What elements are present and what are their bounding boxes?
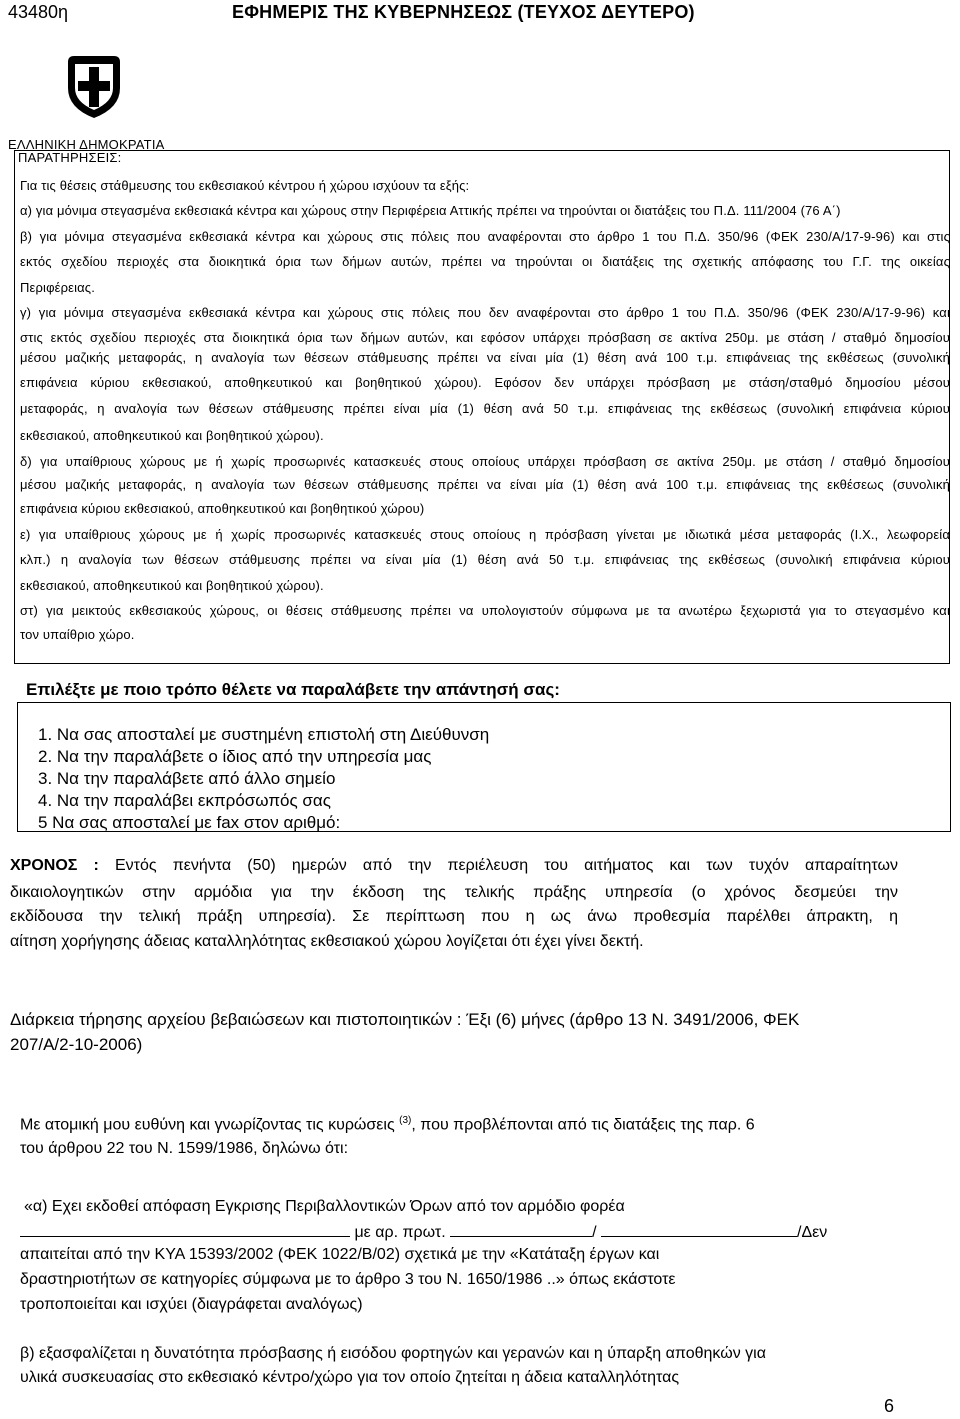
declaration-line: του άρθρου 22 του Ν. 1599/1986, δηλώνω ότι: — [20, 1140, 349, 1157]
observation-line: β) για μόνιμα στεγασμένα εκθεσιακά κέντρα και χώρους στις πόλεις που αναφέρονται στο άρθρο 1 του Π.Δ. 350/96 (ΦΕΚ 230/Α/17-9-96) και στις — [20, 229, 950, 244]
footnote-ref: (3) — [399, 1115, 412, 1126]
observation-line: επιφάνεια κύριου εκθεσιακού, αποθηκευτικού και βοηθητικού χώρου) — [20, 501, 425, 516]
observation-line: Για τις θέσεις στάθμευσης του εκθεσιακού κέντρου ή χώρου ισχύουν τα εξής: — [20, 178, 470, 193]
observation-line: επιφάνεια κύριου εκθεσιακού, αποθηκευτικού και βοηθητικού χώρου). Εφόσον δεν υπάρχει πρόσβαση με στάση/σταθμό δημοσίου μέσου — [20, 375, 950, 390]
protocol-date-field[interactable] — [601, 1222, 797, 1237]
time-limit-line: αίτηση χορήγησης άδειας καταλληλότητας εκθεσιακού χώρου λογίζεται ότι έχει γίνει δεκτή. — [10, 933, 644, 950]
protocol-label: με αρ. πρωτ. — [354, 1224, 446, 1241]
republic-label: ΕΛΛΗΝΙΚΗ ΔΗΜΟΚΡΑΤΙΑ — [8, 137, 165, 152]
observation-line: κλπ.) η αναλογία των θέσεων στάθμευσης πρέπει να είναι μία (1) θέση ανά 50 τ.μ. επιφάνειας της εκθέσεως (συνολική επιφάνεια κύριου — [20, 552, 950, 567]
issuer-blank-field[interactable] — [20, 1222, 350, 1237]
clause-a-line: δραστηριοτήτων σε κατηγορίες σύμφωνα με το άρθρο 3 του Ν. 1650/1986 ..» όπως εκάστοτε — [20, 1271, 676, 1288]
page-number: 6 — [884, 1396, 895, 1416]
observation-line: εκθεσιακού, αποθηκευτικού και βοηθητικού χώρου). — [20, 578, 324, 593]
time-limit-line: εκδίδουσα την τελική πράξη υπηρεσία). Σε περίπτωση που η ως άνω προθεσμία παρέλθει άπρακτη, η — [10, 908, 898, 925]
delivery-option[interactable]: 2. Να την παραλάβετε ο ίδιος από την υπηρεσία μας — [38, 747, 432, 766]
delivery-option[interactable]: 4. Να την παραλάβει εκπρόσωπός σας — [38, 791, 331, 810]
observation-line: α) για μόνιμα στεγασμένα εκθεσιακά κέντρα και χώρους στην Περιφέρεια Αττικής πρέπει να τηρούνται οι διατάξεις του Π.Δ. 111/2004 (76 Α΄) — [20, 203, 841, 218]
separator: / — [592, 1224, 597, 1241]
delivery-method-title: Επιλέξτε με ποιο τρόπο θέλετε να παραλάβετε την απάντησή σας: — [26, 680, 560, 699]
observation-line: εκθεσιακού, αποθηκευτικού και βοηθητικού χώρου). — [20, 428, 324, 443]
observation-line: ε) για υπαίθριους χώρους με ή χωρίς προσωρινές κατασκευές στους οποίους η πρόσβαση γίνεται με ιδιωτικά μέσα μεταφοράς (Ι.Χ., λεωφορεία — [20, 527, 950, 542]
clause-a-line: τροποποιείται και ισχύει (διαγράφεται αναλόγως) — [20, 1296, 363, 1313]
declaration-text: Με ατομική μου ευθύνη και γνωρίζοντας τις κυρώσεις — [20, 1116, 395, 1134]
clause-a-end: /Δεν — [797, 1224, 828, 1241]
greek-coat-of-arms-icon — [64, 52, 124, 122]
observation-line: εκτός σχεδίου περιοχές στα διοικητικά όρια των δήμων αυτών, πρέπει να τηρούνται οι διατάξεις της σχετικής απόφασης του Γ.Γ. της οικείας — [20, 254, 950, 269]
observation-line: στις εκτός σχεδίου περιοχές στα διοικητικά όρια των δήμων αυτών, και εφόσον υπάρχει πρόσβαση σε ακτίνα 250μ. με στάση / σταθμό δημοσίου — [20, 330, 950, 345]
gazette-title: ΕΦΗΜΕΡΙΣ ΤΗΣ ΚΥΒΕΡΝΗΣΕΩΣ (ΤΕΥΧΟΣ ΔΕΥΤΕΡΟ) — [232, 2, 695, 22]
declaration-line — [20, 1115, 890, 1134]
retention-line: 207/Α/2-10-2006) — [10, 1035, 143, 1054]
clause-b-line: υλικά συσκευασίας στο εκθεσιακό κέντρο/χώρο για τον οποίο ζητείται η άδεια καταλληλότητας — [20, 1369, 680, 1386]
protocol-number-field[interactable] — [450, 1222, 592, 1237]
clause-a-line: απαιτείται από την ΚΥΑ 15393/2002 (ΦΕΚ 1022/Β/02) σχετικά με την «Κατάταξη έργων και — [20, 1246, 660, 1263]
time-limit-text: Εντός πενήντα (50) ημερών από την περιέλευση του αιτήματος και των τυχόν απαραίτητων — [115, 857, 898, 874]
observation-line: γ) για μόνιμα στεγασμένα εκθεσιακά κέντρα και χώρους στις πόλεις που δεν αναφέρονται στο άρθρο 1 του Π.Δ. 350/96 (ΦΕΚ 230/Α/17-9-96) και — [20, 305, 950, 320]
observation-line: δ) για υπαίθριους χώρους με ή χωρίς προσωρινές κατασκευές στους οποίους υπάρχει πρόσβαση σε ακτίνα 250μ. με στάση / σταθμό δημοσίου — [20, 454, 950, 469]
observations-title: ΠΑΡΑΤΗΡΗΣΕΙΣ: — [18, 150, 122, 165]
delivery-option[interactable]: 5 Να σας αποσταλεί με fax στον αριθμό: — [38, 813, 341, 832]
observation-line: στ) για μεικτούς εκθεσιακούς χώρους, οι θέσεις στάθμευσης πρέπει να υπολογιστούν σύμφωνα με τα ανωτέρω ξεχωριστά για το στεγασμένο και — [20, 603, 950, 618]
time-limit-line: δικαιολογητικών στην αρμόδια για την έκδοση της τελικής πράξης υπηρεσία (ο χρόνος δεσμεύει την — [10, 884, 898, 901]
delivery-option[interactable]: 1. Να σας αποσταλεί με συστημένη επιστολή στη Διεύθυνση — [38, 725, 490, 744]
delivery-option[interactable]: 3. Να την παραλάβετε από άλλο σημείο — [38, 769, 336, 788]
retention-line: Διάρκεια τήρησης αρχείου βεβαιώσεων και πιστοποιητικών : Έξι (6) μήνες (άρθρο 13 Ν. 3491/2006, ΦΕΚ — [10, 1010, 800, 1029]
gazette-page-number: 43480η — [8, 2, 69, 22]
observation-line: τον υπαίθριο χώρο. — [20, 627, 135, 642]
observation-line: μέσου μαζικής μεταφοράς, η αναλογία των θέσεων στάθμευσης πρέπει να είναι μία (1) θέση ανά 100 τ.μ. επιφάνειας της εκθέσεως (συνολική — [20, 477, 950, 492]
observation-line: μεταφοράς, η αναλογία των θέσεων στάθμευσης πρέπει είναι μία (1) θέση ανά 50 τ.μ. επιφάνειας της εκθέσεως (συνολική επιφάνεια κύριου — [20, 401, 950, 416]
time-limit-line — [10, 857, 898, 875]
time-limit-label: ΧΡΟΝΟΣ : — [10, 857, 99, 874]
clause-a-line — [20, 1222, 900, 1242]
declaration-text: , που προβλέπονται από τις διατάξεις της παρ. 6 — [411, 1116, 755, 1134]
observation-line: μέσου μαζικής μεταφοράς, η αναλογία των θέσεων στάθμευσης πρέπει να είναι μία (1) θέση ανά 100 τ.μ. επιφάνειας της εκθέσεως (συνολική — [20, 350, 950, 365]
observation-line: Περιφέρειας. — [20, 280, 95, 295]
clause-b-line: β) εξασφαλίζεται η δυνατότητα πρόσβασης ή εισόδου φορτηγών και γερανών και η ύπαρξη αποθηκών για — [20, 1345, 766, 1362]
clause-a-line: «α) Εχει εκδοθεί απόφαση Εγκρισης Περιβαλλοντικών Όρων από τον αρμόδιο φορέα — [24, 1198, 625, 1215]
